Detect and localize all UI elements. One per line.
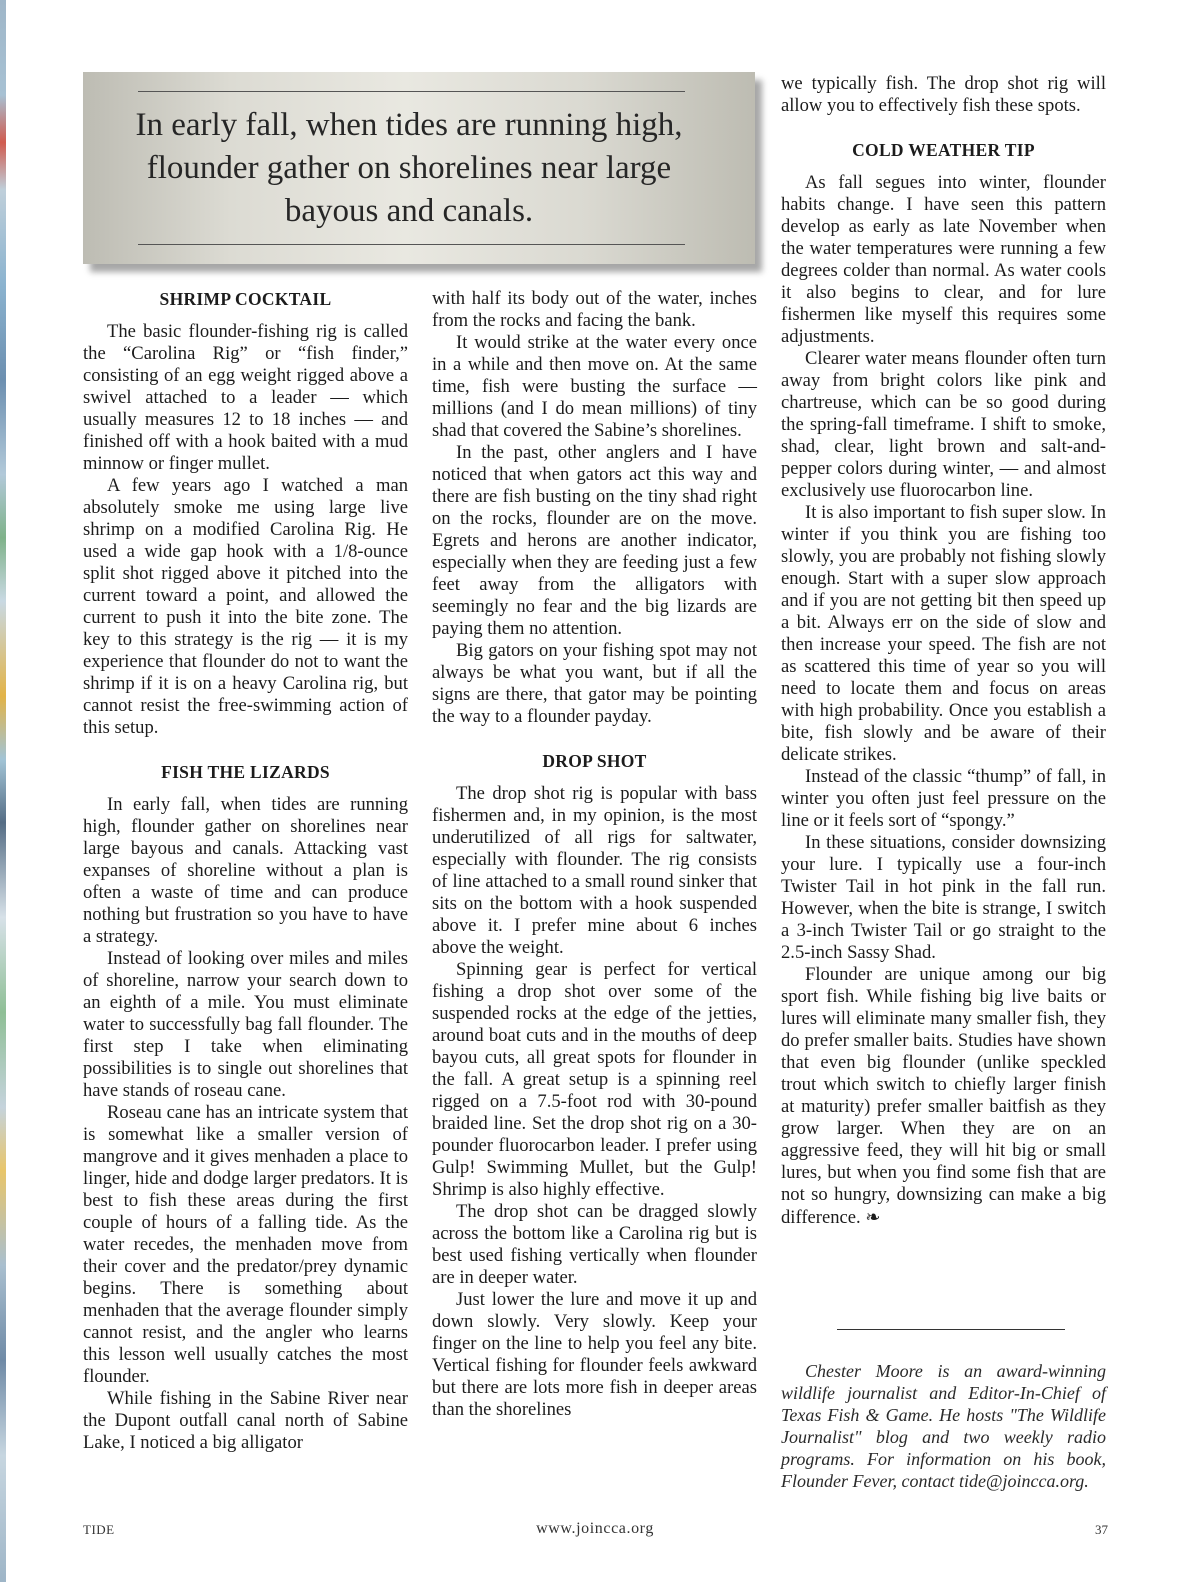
article-column-3 <box>781 73 1106 1229</box>
paragraph: we typically fish. The drop shot rig will allow you to effectively fish these spots. <box>781 73 1106 116</box>
author-bio <box>781 1360 1106 1492</box>
paragraph: The basic flounder-fishing rig is called the “Carolina Rig” or “fish finder,” consisting of an egg weight rigged above a swivel attached to a leader — which usually measures 12 to 18 inches — and finished off with a hook baited with a mud minnow or finger mullet. <box>83 321 408 474</box>
footer-publication-name: TIDE <box>83 1522 115 1537</box>
pull-quote-bottom-rule <box>138 244 685 245</box>
section-heading-cold-weather-tip: COLD WEATHER TIP <box>852 140 1035 160</box>
paragraph: In early fall, when tides are running high, flounder gather on shorelines near large bayous and canals. Attacking vast expanses of shoreline without a plan is often a waste of time and can produce nothing but frustration so you have to have a strategy. <box>83 794 408 947</box>
paragraph: Just lower the lure and move it up and down slowly. Very slowly. Keep your finger on the line to help you feel any bite. Vertical fishing for flounder feels awkward but there are lots more fish in deeper areas than the shorelines <box>432 1289 757 1420</box>
section-heading-fish-the-lizards: FISH THE LIZARDS <box>161 762 330 782</box>
paragraph-last <box>781 964 1106 1229</box>
paragraph: In these situations, consider downsizing your lure. I typically use a four-inch Twister Tail in hot pink in the fall run. However, when the bite is strange, I switch a 3-inch Twister Tail or go straight to the 2.5-inch Sassy Shad. <box>781 832 1106 963</box>
paragraph: Instead of the classic “thump” of fall, in winter you often just feel pressure on the line or it feels sort of “spongy.” <box>781 766 1106 831</box>
pull-quote-top-rule <box>138 91 685 92</box>
article-column-2 <box>432 288 757 1421</box>
paragraph: Clearer water means flounder often turn away from bright colors like pink and chartreuse, which can be so good during the spring-fall timeframe. I shift to smoke, shad, clear, light brown and salt-and-pepper colors during winter, — and almost exclusively use fluorocarbon line. <box>781 348 1106 501</box>
paragraph: Big gators on your fishing spot may not always be what you want, but if all the signs are there, that gator may be pointing the way to a flounder payday. <box>432 640 757 727</box>
footer-website-link[interactable]: www.joincca.org <box>536 1520 654 1537</box>
paragraph: It is also important to fish super slow. In winter if you think you are fishing too slowly, you are probably not fishing slowly enough. Start with a super slow approach and if you are not getting bit then speed up a bit. Always err on the side of slow and then increase your speed. The fish are not as scattered this time of year so you will need to locate them and focus on areas with high probability. Once you establish a bite, fish slowly and be aware of their delicate strikes. <box>781 502 1106 765</box>
paragraph: The drop shot rig is popular with bass fishermen and, in my opinion, is the most underutilized of all rigs for saltwater, especially with flounder. The rig consists of line attached to a small round sinker that sits on the bottom with a hook suspended above it. I prefer mine about 6 inches above the weight. <box>432 783 757 958</box>
paragraph: Instead of looking over miles and miles of shoreline, narrow your search down to an eighth of a mile. You must eliminate water to successfully bag fall flounder. The first step I take when eliminating possibilities is to single out shorelines that have stands of roseau cane. <box>83 948 408 1101</box>
footer-page-number: 37 <box>1095 1522 1108 1537</box>
end-of-article-icon: ❧ <box>865 1207 881 1227</box>
paragraph: It would strike at the water every once in a while and then move on. At the same time, fish were busting the surface — millions (and I do mean millions) of tiny shad that covered the Sabine’s shorelines. <box>432 332 757 441</box>
paragraph: While fishing in the Sabine River near the Dupont outfall canal north of Sabine Lake, I noticed a big alligator <box>83 1388 408 1453</box>
pull-quote-text: In early fall, when tides are running high, flounder gather on shorelines near large bayous and canals. <box>135 107 683 229</box>
pull-quote-box <box>83 72 755 264</box>
section-heading-drop-shot: DROP SHOT <box>542 751 647 771</box>
paragraph: As fall segues into winter, flounder habits change. I have seen this pattern develop as early as late November when the water temperatures were running a few degrees colder than normal. As water cools it also begins to clear, and for lure fishermen like myself this requires some adjustments. <box>781 172 1106 347</box>
paragraph: A few years ago I watched a man absolutely smoke me using large live shrimp on a modified Carolina Rig. He used a wide gap hook with a 1/8-ounce split shot rigged above it pitched into the current toward a point, and allowed the current to push it into the bite zone. The key to this strategy is the rig — it is my experience that flounder do not to want the shrimp if it is on a heavy Carolina rig, but cannot resist the free-swimming action of this setup. <box>83 475 408 738</box>
paragraph-last-text: Flounder are unique among our big sport fish. While fishing big live baits or lures will eliminate many smaller fish, they do prefer smaller baits. Studies have shown that even big flounder (unlike speckled trout which switch to chiefly larger finish at maturity) prefer smaller baitfish as they grow larger. When they are on an aggressive feed, they will hit big or small lures, but when you find some fish that are not so hungry, downsizing can make a big difference. <box>781 964 1106 1228</box>
paragraph: Spinning gear is perfect for vertical fishing a drop shot over some of the suspended rocks at the edge of the jetties, around boat cuts and in the mouths of deep bayou cuts, all great spots for flounder in the fall. A great setup is a spinning reel rigged on a 7.5-foot rod with 30-pound braided line. Set the drop shot rig on a 30-pounder fluorocarbon leader. I prefer using Gulp! Swimming Mullet, but the Gulp! Shrimp is also highly effective. <box>432 959 757 1200</box>
article-column-1 <box>83 288 408 1454</box>
page-edge-strip <box>0 0 6 1582</box>
section-heading-shrimp-cocktail: SHRIMP COCKTAIL <box>159 289 332 309</box>
paragraph: with half its body out of the water, inches from the rocks and facing the bank. <box>432 288 757 331</box>
author-bio-text: Chester Moore is an award-winning wildlife journalist and Editor-In-Chief of Texas Fish & Game. He hosts "The Wildlife Journalist" blog and two weekly radio programs. For information on his book, Flounder Fever, contact tide@joincca.org. <box>781 1361 1106 1491</box>
author-bio-divider <box>837 1329 1065 1330</box>
paragraph: The drop shot can be dragged slowly across the bottom like a Carolina rig but is best used fishing vertically when flounder are in deeper water. <box>432 1201 757 1288</box>
paragraph: In the past, other anglers and I have noticed that when gators act this way and there are fish busting on the tiny shad right on the rocks, flounder are on the move. Egrets and herons are another indicator, especially when they are feeding just a few feet away from the alligators with seemingly no fear and the big lizards are paying them no attention. <box>432 442 757 639</box>
paragraph: Roseau cane has an intricate system that is somewhat like a smaller version of mangrove and it gives menhaden a place to linger, hide and dodge larger predators. It is best to fish these areas during the first couple of hours of a falling tide. As the water recedes, the menhaden move from their cover and the predator/prey dynamic begins. There is something about menhaden that the average flounder simply cannot resist, and the angler who learns this lesson well usually catches the most flounder. <box>83 1102 408 1387</box>
